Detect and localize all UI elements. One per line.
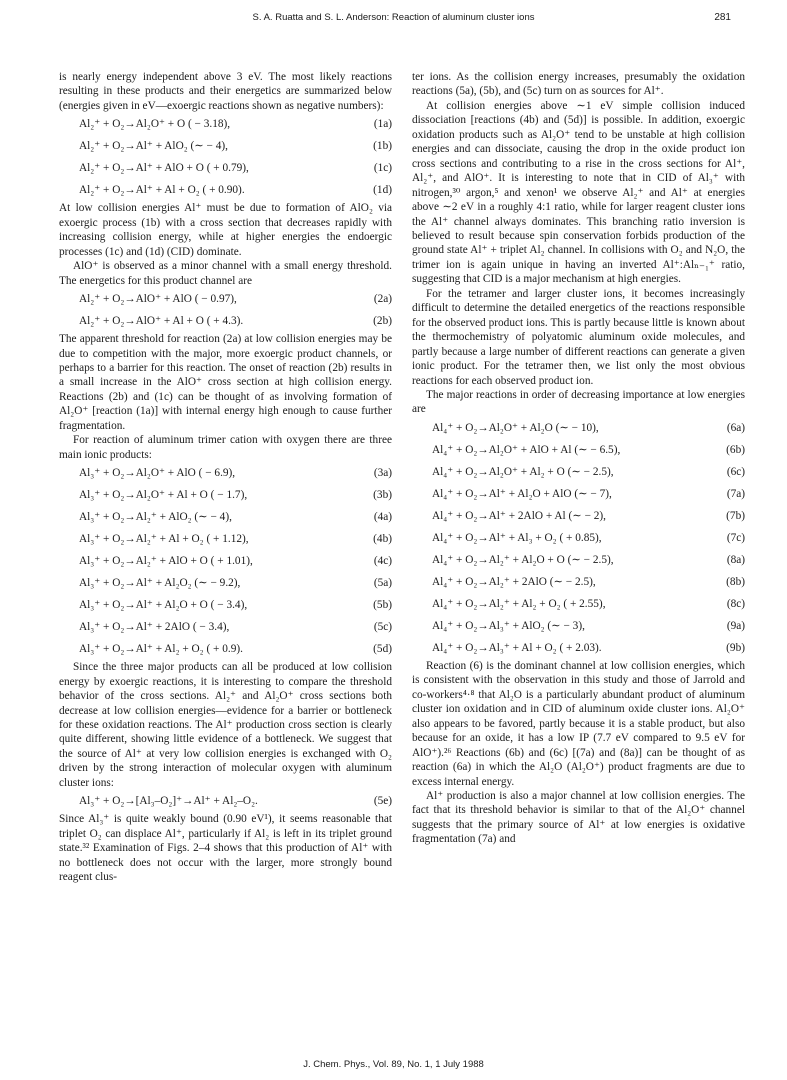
equation [59, 113, 392, 135]
equation-number: (4b) [373, 532, 392, 545]
equation-expression: Al₄⁺ + O₂→Al⁺ + 2AlO + Al (∼ − 2), [432, 509, 606, 522]
equation-expression: Al₄⁺ + O₂→Al₃⁺ + Al + O₂ ( + 2.03). [432, 641, 602, 654]
equation-expression: Al₄⁺ + O₂→Al₂O⁺ + Al₂O (∼ − 10), [432, 421, 599, 434]
equation-expression: Al₃⁺ + O₂→Al⁺ + Al₂O₂ (∼ − 9.2), [79, 576, 241, 589]
equation-number: (4c) [373, 554, 392, 567]
paragraph: Al⁺ production is also a major channel at low collision energies. The fact that its threshold behavior is similar to that of the Al₂O⁺ channel suggests that the primary source of Al⁺ at low energies is oxidative fragmentation (7a) and [412, 789, 745, 846]
equation-expression: Al₄⁺ + O₂→Al₂⁺ + 2AlO (∼ − 2.5), [432, 575, 596, 588]
equation [59, 157, 392, 179]
equation-expression: Al₂⁺ + O₂→Al₂O⁺ + O ( − 3.18), [79, 118, 231, 131]
equation-expression: Al₂⁺ + O₂→Al⁺ + Al + O₂ ( + 0.90). [79, 184, 245, 197]
equation-expression: Al₄⁺ + O₂→Al⁺ + Al₃ + O₂ ( + 0.85), [432, 531, 602, 544]
equation-expression: Al₄⁺ + O₂→Al₃⁺ + AlO₂ (∼ − 3), [432, 619, 585, 632]
equation [412, 505, 745, 527]
paragraph: At low collision energies Al⁺ must be due to formation of AlO₂ via exoergic process (1b) with a cross section that decreases rapidly with increasing collision energy, while at higher energies the endoergic processes (1c) and (1d) (CID) dominate. [59, 202, 392, 258]
equation-number: (5a) [373, 576, 392, 589]
equation-expression: Al₂⁺ + O₂→Al⁺ + AlO + O ( + 0.79), [79, 162, 249, 175]
equation-expression: Al₂⁺ + O₂→AlO⁺ + Al + O ( + 4.3). [79, 314, 244, 327]
equation-expression: Al₃⁺ + O₂→Al₂⁺ + AlO₂ (∼ − 4), [79, 510, 232, 523]
equation [412, 571, 745, 593]
equation [59, 572, 392, 594]
equation [59, 288, 392, 310]
equation-expression: Al₃⁺ + O₂→Al⁺ + Al₂O + O ( − 3.4), [79, 598, 248, 611]
page-number: 281 [714, 12, 731, 23]
equation-expression: Al₄⁺ + O₂→Al₂⁺ + Al₂ + O₂ ( + 2.55), [432, 597, 606, 610]
equation-number: (6a) [726, 421, 745, 434]
equation [59, 462, 392, 484]
equation-expression: Al₃⁺ + O₂→Al₂⁺ + AlO + O ( + 1.01), [79, 554, 253, 567]
equation-expression: Al₂⁺ + O₂→Al⁺ + AlO₂ (∼ − 4), [79, 140, 228, 153]
equation-number: (3a) [373, 466, 392, 479]
equation-number: (9a) [726, 619, 745, 632]
equation [59, 594, 392, 616]
equation [59, 638, 392, 660]
equation-expression: Al₂⁺ + O₂→AlO⁺ + AlO ( − 0.97), [79, 292, 237, 305]
paragraph: AlO⁺ is observed as a minor channel with a small energy threshold. The energetics for this product channel are [59, 260, 392, 287]
equation [412, 637, 745, 659]
equation [59, 790, 392, 812]
paragraph: Reaction (6) is the dominant channel at low collision energies, which is consistent with the observation in this study and those of Jarrold and co-workers⁴·⁸ that Al₂O is a particularly abundant product of aluminum cluster ion oxidation and in CID of aluminum oxide cluster ions. Al₂O⁺ also appears to be favored, partly because it is a stable product, but also because for an oxide, it has a low IP (7.7 eV compared to 9.5 eV for AlO⁺).²⁶ Reactions (6b) and (6c) [(7a) and (8a)] can be thought of as reaction (6a) in which the Al₂O (Al₂O⁺) product fragments are due to excess internal energy. [412, 659, 745, 788]
paragraph: The major reactions in order of decreasing importance at low energies are [412, 388, 745, 416]
equation-expression: Al₃⁺ + O₂→Al₂⁺ + Al + O₂ ( + 1.12), [79, 532, 249, 545]
equation-number: (2a) [373, 292, 392, 305]
equation [412, 417, 745, 439]
equation-number: (5e) [373, 795, 392, 807]
equation-number: (8b) [726, 575, 745, 588]
equation-number: (7b) [726, 509, 745, 522]
right-column [412, 70, 745, 847]
equation-number: (2b) [373, 314, 392, 327]
paragraph: is nearly energy independent above 3 eV. The most likely reactions resulting in these products and their energetics are summarized below (energies given in eV—exoergic reactions shown as negative numbers): [59, 71, 392, 112]
equation [59, 310, 392, 332]
equation [412, 615, 745, 637]
left-column [59, 70, 392, 885]
paragraph: At collision energies above ∼1 eV simple collision induced dissociation [reactions (4b) and (5d)] is possible. In addition, exoergic oxidation products such as Al₂O⁺ tend to be unstable at high collision energies and can dissociate, causing the drop in the oxide product ion cross sections and contributing to a rise in the cross sections for Al⁺, Al₂⁺, and AlO⁺. It is interesting to note that in CID of Al₃⁺ with nitrogen,³⁰ argon,⁵ and xenon¹ we observe Al₂⁺ and Al⁺ at energies above ∼2 eV in a roughly 4:1 ratio, while for larger reagent cluster ions the Al⁺ channel always dominates. This branching ratio inversion is believed to result because spin conservation forbids production of the ground state Al⁺ + triplet Al₂ channel. In collisions with O₂ and N₂O, the trimer ion is again unique in having an inverted Al⁺:Alₙ₋₁⁺ ratio, suggesting that CID is a major mechanism at high energies. [412, 99, 745, 286]
equation-expression: Al₃⁺ + O₂→Al⁺ + 2AlO ( − 3.4), [79, 620, 230, 633]
equation-number: (1b) [373, 140, 392, 153]
equation-expression: Al₄⁺ + O₂→Al₂⁺ + Al₂O + O (∼ − 2.5), [432, 553, 614, 566]
equation-expression: Al₃⁺ + O₂→[Al₃–O₂]⁺→Al⁺ + Al₂–O₂. [79, 795, 258, 807]
equation [412, 527, 745, 549]
equation-number: (6b) [726, 443, 745, 456]
equation-number: (6c) [726, 465, 745, 478]
equation [412, 461, 745, 483]
paragraph: Since the three major products can all be produced at low collision energy by exoergic reactions, it is interesting to compare the threshold behavior of the cross sections. Al₂⁺ and Al₂O⁺ cross sections both decrease at low collision energies—evidence for a barrier or bottleneck for these oxidation reactions. The Al⁺ production cross section is clearly quite different, showing little evidence of a bottleneck. We suggest that the source of Al⁺ at very low collision energies is exchanged with O₂ driven by the strong interaction of molecular oxygen with aluminum cluster ions: [59, 661, 392, 789]
equation [59, 550, 392, 572]
equation [59, 179, 392, 201]
running-title: S. A. Ruatta and S. L. Anderson: Reaction of aluminum cluster ions [252, 12, 535, 23]
equation-number: (4a) [373, 510, 392, 523]
paragraph: For the tetramer and larger cluster ions, it becomes increasingly difficult to determine the detailed energetics of the reactions responsible for the observed product ions. This is partly because little is known about the thermochemistry of polyatomic aluminum oxide molecules, and partly because a large number of different reactions can generate a given ionic product. For the tetramer then, we list only the most obvious reactions for each observed product ion. [412, 287, 745, 387]
paragraph: The apparent threshold for reaction (2a) at low collision energies may be due to competition with the major, more exoergic product channels, or perhaps to a barrier for this reaction. The onset of reaction (2b) results in a small increase in the AlO⁺ cross section at high collision energy. Reactions (2b) and (1c) can be thought of as involving formation of Al₂O⁺ [reaction (1a)] with internal energy high enough to cause further fragmentation. [59, 333, 392, 432]
equation-expression: Al₃⁺ + O₂→Al₂O⁺ + AlO ( − 6.9), [79, 466, 236, 479]
equation-number: (1d) [373, 184, 392, 197]
equation-expression: Al₄⁺ + O₂→Al₂O⁺ + Al₂ + O (∼ − 2.5), [432, 465, 614, 478]
equation-number: (5b) [373, 598, 392, 611]
equation-expression: Al₄⁺ + O₂→Al₂O⁺ + AlO + Al (∼ − 6.5), [432, 443, 621, 456]
equation [412, 439, 745, 461]
equation-number: (1c) [373, 162, 392, 175]
equation-number: (7a) [726, 487, 745, 500]
paragraph: Since Al₃⁺ is quite weakly bound (0.90 eV¹), it seems reasonable that triplet O₂ can displace Al⁺, particularly if Al₂ is left in its triplet ground state.³² Examination of Figs. 2–4 shows that this production of Al⁺ with no bottleneck does not occur with the larger, more strongly bound reagent clus- [59, 813, 392, 884]
equation [412, 483, 745, 505]
equation [59, 135, 392, 157]
journal-footer: J. Chem. Phys., Vol. 89, No. 1, 1 July 1988 [303, 1059, 484, 1070]
equation [59, 616, 392, 638]
equation [412, 549, 745, 571]
equation-expression: Al₄⁺ + O₂→Al⁺ + Al₂O + AlO (∼ − 7), [432, 487, 612, 500]
equation-number: (7c) [726, 531, 745, 544]
equation-expression: Al₃⁺ + O₂→Al₂O⁺ + Al + O ( − 1.7), [79, 488, 248, 501]
equation [412, 593, 745, 615]
running-header [0, 10, 787, 28]
equation-expression: Al₃⁺ + O₂→Al⁺ + Al₂ + O₂ ( + 0.9). [79, 642, 243, 655]
equation-number: (1a) [373, 118, 392, 131]
equation [59, 528, 392, 550]
equation-number: (9b) [726, 641, 745, 654]
paragraph: ter ions. As the collision energy increases, presumably the oxidation reactions (5a), (5b), and (5c) turn on as sources for Al⁺. [412, 71, 745, 98]
equation-number: (5d) [373, 642, 392, 655]
equation-number: (3b) [373, 488, 392, 501]
equation-number: (8c) [726, 597, 745, 610]
equation [59, 506, 392, 528]
equation-number: (5c) [373, 620, 392, 633]
equation-number: (8a) [726, 553, 745, 566]
paragraph: For reaction of aluminum trimer cation with oxygen there are three main ionic products: [59, 434, 392, 461]
equation [59, 484, 392, 506]
